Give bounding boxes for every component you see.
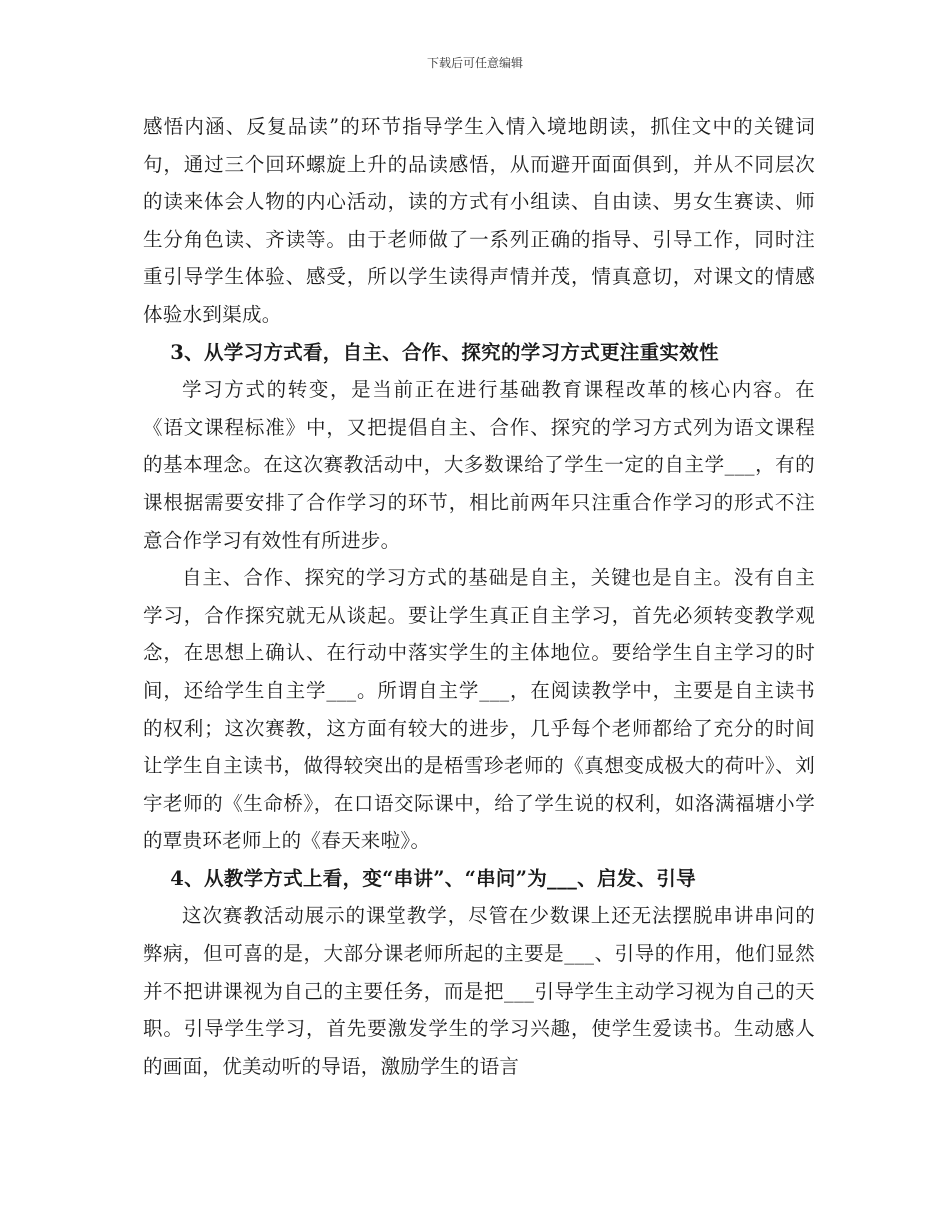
paragraph-continuation: 感悟内涵、反复品读”的环节指导学生入情入境地朗读，抓住文中的关键词句，通过三个回环螺旋上升的品读感悟，从而避开面面俱到，并从不同层次的读来体会人物的内心活动，读的方式有小组读、自由读、男女生赛读、师生分角色读、齐读等。由于老师做了一系列正确的指导、引导工作，同时注重引导学生体验、感受，所以学生读得声情并茂，情真意切，对课文的情感体验水到渠成。	[143, 115, 815, 326]
page-header: 下载后可任意编辑	[426, 56, 523, 70]
document-body	[143, 108, 815, 1085]
paragraph-learning-style: 学习方式的转变，是当前正在进行基础教育课程改革的核心内容。在《语文课程标准》中，又把提倡自主、合作、探究的学习方式列为语文课程的基本理念。在这次赛教活动中，大多数课给了学生一定的自主学___，有的课根据需要安排了合作学习的环节，相比前两年只注重合作学习的形式不注意合作学习有效性有所进步。	[143, 378, 815, 552]
paragraph-teaching-style: 这次赛教活动展示的课堂教学，尽管在少数课上还无法摆脱串讲串问的弊病，但可喜的是，大部分课老师所起的主要是___、引导的作用，他们显然并不把讲课视为自己的主要任务，而是把___引导学生主动学习视为自己的天职。引导学生学习，首先要激发学生的学习兴趣，使学生爱读书。生动感人的画面，优美动听的导语，激励学生的语言	[143, 904, 815, 1078]
paragraph-autonomy: 自主、合作、探究的学习方式的基础是自主，关键也是自主。没有自主学习，合作探究就无从谈起。要让学生真正自主学习，首先必须转变教学观念，在思想上确认、在行动中落实学生的主体地位。要给学生自主学习的时间，还给学生自主学___。所谓自主学___，在阅读教学中，主要是自主读书的权利；这次赛教，这方面有较大的进步，几乎每个老师都给了充分的时间让学生自主读书，做得较突出的是梧雪珍老师的《真想变成极大的荷叶》、刘宇老师的《生命桥》，在口语交际课中，给了学生说的权利，如洛满福塘小学的覃贵环老师上的《春天来啦》。	[143, 566, 815, 853]
section-heading-4: 4、从教学方式上看，变“串讲”、“串问”为___、启发、引导	[170, 866, 696, 890]
section-heading-3: 3、从学习方式看，自主、合作、探究的学习方式更注重实效性	[170, 340, 719, 364]
